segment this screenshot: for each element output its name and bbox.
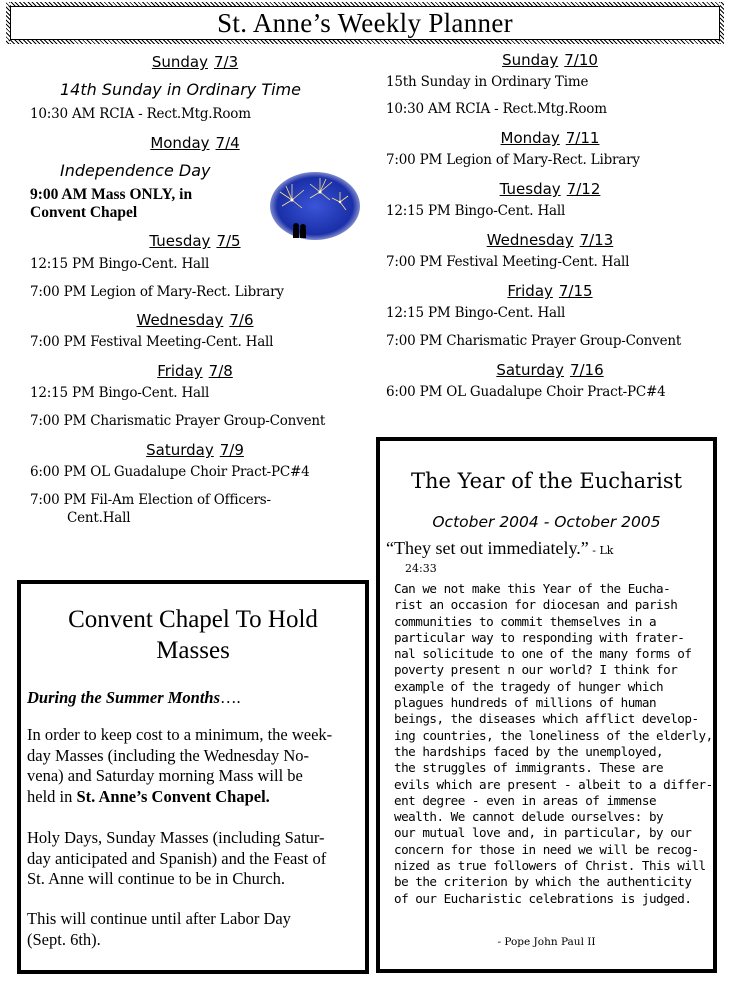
event-item: 7:00 PM Charismatic Prayer Group-Convent <box>386 333 682 349</box>
text-line: In order to keep cost to a minimum, the week- <box>27 725 333 744</box>
event-item: 10:30 AM RCIA - Rect.Mtg.Room <box>30 106 251 122</box>
day-heading-tuesday <box>30 232 360 250</box>
body-line: poverty present n our world? I think for <box>394 662 678 678</box>
event-item: 7:00 PM Legion of Mary-Rect. Library <box>30 284 284 300</box>
body-line: be the criterion by which the authenticity <box>394 874 692 890</box>
day-name: Saturday <box>146 441 214 459</box>
special-day: Independence Day <box>60 161 211 180</box>
quote-reference: - Lk <box>588 544 614 557</box>
event-item-bold: Convent Chapel <box>30 204 138 221</box>
day-heading-saturday <box>30 441 360 459</box>
day-date: 7/3 <box>214 53 239 71</box>
lead-text: During the Summer Months <box>27 688 221 707</box>
body-line: example of the tragedy of hunger which <box>394 678 664 694</box>
text-line: This will continue until after Labor Day <box>27 909 291 928</box>
body-line: evils which are present - albeit to a differ- <box>394 776 713 792</box>
body-line: ent degree - even in areas of immense <box>394 792 657 808</box>
day-heading-friday <box>30 362 360 380</box>
event-item: 6:00 PM OL Guadalupe Choir Pract-PC#4 <box>386 384 666 400</box>
day-heading-sunday <box>385 51 715 69</box>
lead-dots: …. <box>220 688 241 707</box>
day-heading-friday <box>385 282 715 300</box>
special-day: 14th Sunday in Ordinary Time <box>60 80 301 99</box>
convent-title-line2: Masses <box>156 637 230 664</box>
body-line: rist an occasion for diocesan and parish <box>394 597 678 613</box>
day-date: 7/12 <box>566 180 601 198</box>
eucharist-dates: October 2004 - October 2005 <box>432 513 661 531</box>
text-fragment: held in <box>27 786 77 806</box>
body-line: communities to commit themselves in a <box>394 613 657 629</box>
day-date: 7/10 <box>564 51 598 69</box>
page-title: St. Anne’s Weekly Planner <box>217 7 513 38</box>
day-date: 7/15 <box>558 282 593 300</box>
eucharist-body <box>394 581 713 907</box>
day-date: 7/6 <box>229 311 254 329</box>
day-heading-tuesday <box>385 180 715 198</box>
eucharist-box <box>376 437 717 973</box>
event-item: 10:30 AM RCIA - Rect.Mtg.Room <box>386 101 607 117</box>
convent-lead <box>27 688 241 709</box>
body-line: plagues hundreds of millions of human <box>394 695 657 711</box>
day-name: Wednesday <box>486 231 574 249</box>
day-name: Sunday <box>502 51 559 69</box>
convent-paragraph-3 <box>27 909 291 950</box>
quote-text: “They set out immediately.” <box>386 538 589 558</box>
day-name: Tuesday <box>499 180 561 198</box>
body-line: ing countries, the loneliness of the elderly, <box>394 727 713 743</box>
event-item-bold: 9:00 AM Mass ONLY, in <box>30 186 193 203</box>
day-date: 7/8 <box>208 362 233 380</box>
text-line: day Masses (including the Wednesday No- <box>27 745 310 765</box>
day-name: Friday <box>507 282 553 300</box>
text-line <box>27 787 332 808</box>
day-heading-monday <box>30 134 360 152</box>
chapel-name: St. Anne’s Convent Chapel. <box>76 786 270 806</box>
event-item: 12:15 PM Bingo-Cent. Hall <box>30 256 210 272</box>
scripture-quote <box>386 538 613 559</box>
day-heading-monday <box>385 129 715 147</box>
convent-paragraph-1 <box>27 725 332 807</box>
day-name: Monday <box>500 129 560 147</box>
text-line: St. Anne will continue to be in Church. <box>27 869 286 888</box>
event-item: 12:15 PM Bingo-Cent. Hall <box>386 203 566 219</box>
day-date: 7/5 <box>216 232 241 250</box>
text-line: vena) and Saturday morning Mass will be <box>27 766 303 785</box>
event-item: 7:00 PM Fil-Am Election of Officers- <box>30 492 271 508</box>
convent-chapel-box <box>17 580 369 974</box>
day-name: Saturday <box>496 361 564 379</box>
day-heading-sunday <box>30 53 360 71</box>
title-banner-inner <box>10 6 720 40</box>
event-item: 7:00 PM Charismatic Prayer Group-Convent <box>30 413 326 429</box>
event-item: 6:00 PM OL Guadalupe Choir Pract-PC#4 <box>30 464 310 480</box>
attribution: - Pope John Paul II <box>497 936 596 948</box>
convent-title: Convent Chapel To Hold <box>68 606 318 633</box>
day-name: Monday <box>150 134 210 152</box>
day-name: Friday <box>157 362 203 380</box>
body-line: the hardships faced by the unemployed, <box>394 743 664 759</box>
day-name: Tuesday <box>149 232 211 250</box>
event-item: 12:15 PM Bingo-Cent. Hall <box>386 305 566 321</box>
event-item: 7:00 PM Legion of Mary-Rect. Library <box>386 152 640 168</box>
body-line: beings, the diseases which afflict develop- <box>394 711 699 727</box>
title-banner <box>6 2 724 44</box>
text-line: (Sept. 6th). <box>27 929 101 949</box>
text-line: day anticipated and Spanish) and the Feast of <box>27 848 327 868</box>
day-date: 7/9 <box>219 441 244 459</box>
body-line: concern for those in need we will be recog- <box>394 841 699 857</box>
day-name: Sunday <box>151 53 208 71</box>
body-line: our mutual love and, in particular, by our <box>394 825 692 841</box>
quote-reference-verse: 24:33 <box>405 562 437 575</box>
day-heading-wednesday <box>30 311 360 329</box>
day-date: 7/4 <box>215 134 240 152</box>
day-date: 7/11 <box>565 129 600 147</box>
day-date: 7/16 <box>569 361 604 379</box>
body-line: the struggles of immigrants. These are <box>394 760 664 776</box>
body-line: nal solicitude to one of the many forms of <box>394 646 692 662</box>
eucharist-title: The Year of the Eucharist <box>410 469 683 493</box>
event-item: Cent.Hall <box>67 510 131 526</box>
convent-paragraph-2 <box>27 828 326 890</box>
event-item: 15th Sunday in Ordinary Time <box>386 74 589 90</box>
body-line: of our Eucharistic celebrations is judged. <box>394 890 692 906</box>
event-item: 7:00 PM Festival Meeting-Cent. Hall <box>30 334 274 350</box>
day-date: 7/13 <box>579 231 614 249</box>
body-line: particular way to responding with frater- <box>394 629 685 645</box>
day-heading-wednesday <box>385 231 715 249</box>
event-item: 7:00 PM Festival Meeting-Cent. Hall <box>386 254 630 270</box>
body-line: wealth. We cannot delude ourselves: by <box>394 809 664 825</box>
body-line: Can we not make this Year of the Eucha- <box>394 581 671 596</box>
day-heading-saturday <box>385 361 715 379</box>
text-line: Holy Days, Sunday Masses (including Satur- <box>27 828 325 847</box>
event-item: 12:15 PM Bingo-Cent. Hall <box>30 385 210 401</box>
body-line: nized as true followers of Christ. This will <box>394 858 706 874</box>
day-name: Wednesday <box>136 311 224 329</box>
